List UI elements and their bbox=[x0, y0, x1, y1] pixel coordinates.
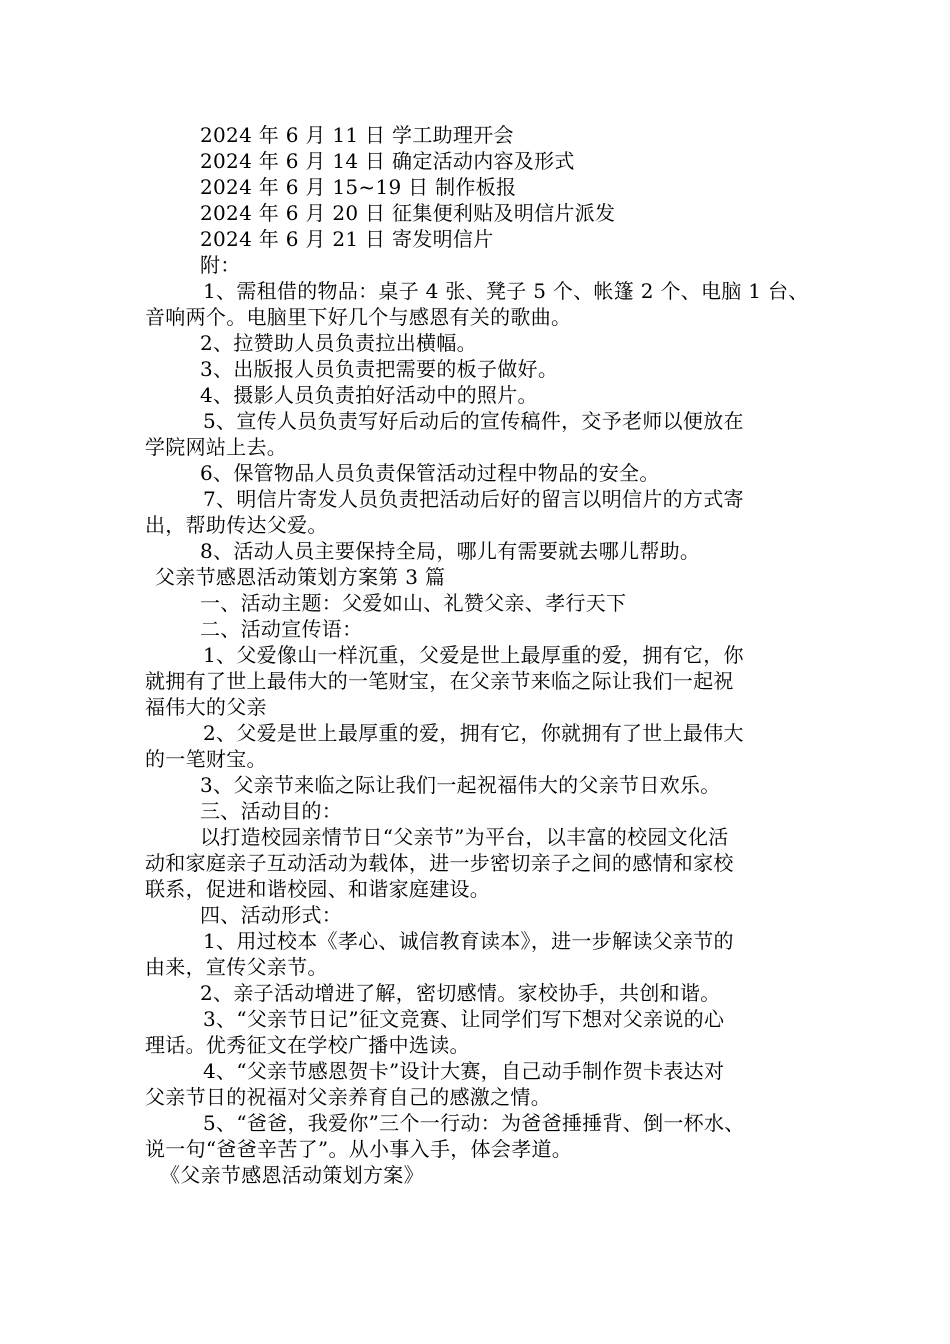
slogan-2-line-1: 2、父爱是世上最厚重的爱，拥有它，你就拥有了世上最伟大 bbox=[203, 721, 744, 745]
form-4-line-2: 父亲节日的祝福对父亲养育自己的感激之情。 bbox=[145, 1085, 551, 1109]
theme-line: 一、活动主题：父爱如山、礼赞父亲、孝行天下 bbox=[200, 591, 627, 615]
form-3-line-1: 3、“父亲节日记”征文竞赛、让同学们写下想对父亲说的心 bbox=[203, 1007, 725, 1031]
appendix-item-1-line-1: 1、需租借的物品：桌子 4 张、凳子 5 个、帐篷 2 个、电脑 1 台、 bbox=[203, 279, 809, 303]
schedule-line-1: 2024 年 6 月 11 日 学工助理开会 bbox=[200, 123, 514, 147]
purpose-line-3: 联系，促进和谐校园、和谐家庭建设。 bbox=[145, 877, 491, 901]
appendix-label: 附： bbox=[200, 253, 241, 277]
slogan-1-line-1: 1、父爱像山一样沉重，父爱是世上最厚重的爱，拥有它，你 bbox=[203, 643, 744, 667]
schedule-line-3: 2024 年 6 月 15~19 日 制作板报 bbox=[200, 175, 517, 199]
appendix-item-4: 4、摄影人员负责拍好活动中的照片。 bbox=[200, 383, 538, 407]
appendix-item-7-line-2: 出，帮助传达父爱。 bbox=[145, 513, 328, 537]
footer-title: 《父亲节感恩活动策划方案》 bbox=[160, 1163, 424, 1187]
form-1-line-1: 1、用过校本《孝心、诚信教育读本》，进一步解读父亲节的 bbox=[203, 929, 734, 953]
form-1-line-2: 由来，宣传父亲节。 bbox=[145, 955, 328, 979]
section-title: 父亲节感恩活动策划方案第 3 篇 bbox=[155, 565, 446, 589]
appendix-item-7-line-1: 7、明信片寄发人员负责把活动后好的留言以明信片的方式寄 bbox=[203, 487, 744, 511]
slogan-heading: 二、活动宣传语： bbox=[200, 617, 363, 641]
slogan-3: 3、父亲节来临之际让我们一起祝福伟大的父亲节日欢乐。 bbox=[200, 773, 721, 797]
appendix-item-3: 3、出版报人员负责把需要的板子做好。 bbox=[200, 357, 559, 381]
form-5-line-2: 说一句“爸爸辛苦了”。从小事入手，体会孝道。 bbox=[145, 1137, 573, 1161]
appendix-item-8: 8、活动人员主要保持全局，哪儿有需要就去哪儿帮助。 bbox=[200, 539, 701, 563]
appendix-item-2: 2、拉赞助人员负责拉出横幅。 bbox=[200, 331, 477, 355]
appendix-item-5-line-2: 学院网站上去。 bbox=[145, 435, 288, 459]
slogan-1-line-2: 就拥有了世上最伟大的一笔财宝，在父亲节来临之际让我们一起祝 bbox=[145, 669, 734, 693]
form-3-line-2: 理话。优秀征文在学校广播中选读。 bbox=[145, 1033, 470, 1057]
slogan-2-line-2: 的一笔财宝。 bbox=[145, 747, 267, 771]
form-heading: 四、活动形式： bbox=[200, 903, 343, 927]
form-4-line-1: 4、“父亲节感恩贺卡”设计大赛，自己动手制作贺卡表达对 bbox=[203, 1059, 725, 1083]
schedule-line-5: 2024 年 6 月 21 日 寄发明信片 bbox=[200, 227, 494, 251]
appendix-item-5-line-1: 5、宣传人员负责写好后动后的宣传稿件，交予老师以便放在 bbox=[203, 409, 744, 433]
appendix-item-1-line-2: 音响两个。电脑里下好几个与感恩有关的歌曲。 bbox=[145, 305, 572, 329]
slogan-1-line-3: 福伟大的父亲 bbox=[145, 695, 267, 719]
appendix-item-6: 6、保管物品人员负责保管活动过程中物品的安全。 bbox=[200, 461, 660, 485]
form-2: 2、亲子活动增进了解，密切感情。家校协手，共创和谐。 bbox=[200, 981, 721, 1005]
form-5-line-1: 5、“爸爸，我爱你”三个一行动：为爸爸捶捶背、倒一杯水、 bbox=[203, 1111, 745, 1135]
purpose-heading: 三、活动目的： bbox=[200, 799, 343, 823]
purpose-line-2: 动和家庭亲子互动活动为载体，进一步密切亲子之间的感情和家校 bbox=[145, 851, 734, 875]
schedule-line-2: 2024 年 6 月 14 日 确定活动内容及形式 bbox=[200, 149, 575, 173]
purpose-line-1: 以打造校园亲情节日“父亲节”为平台，以丰富的校园文化活 bbox=[200, 825, 729, 849]
schedule-line-4: 2024 年 6 月 20 日 征集便利贴及明信片派发 bbox=[200, 201, 616, 225]
